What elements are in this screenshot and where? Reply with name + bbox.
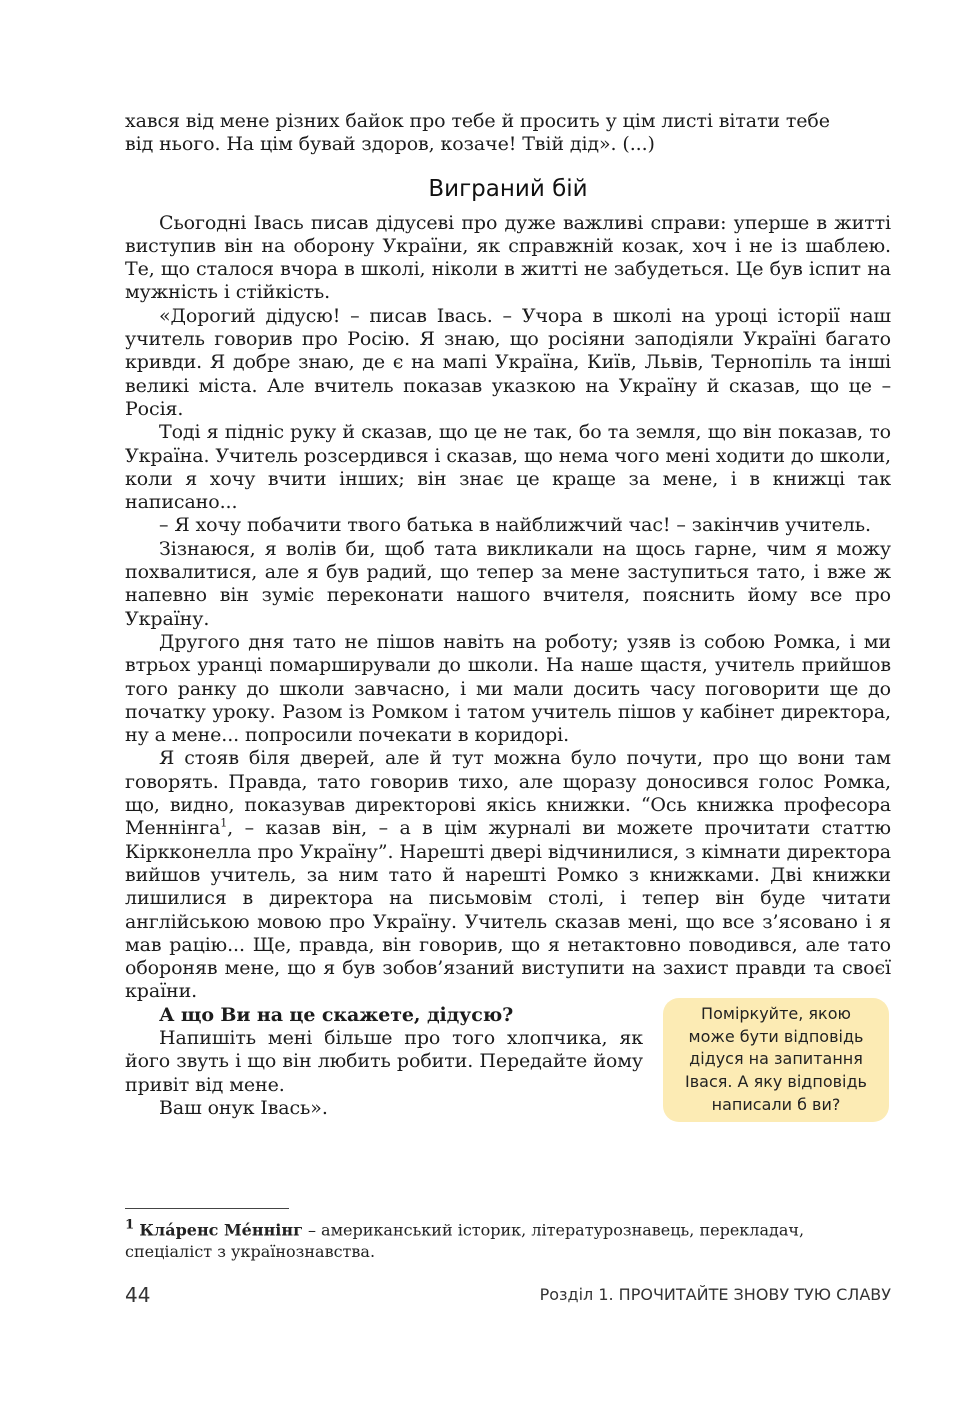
- paragraph-with-footnote: [125, 747, 891, 1003]
- question-line: А що Ви на це скажете, дідусю?: [159, 1003, 514, 1026]
- paragraph-part-1: Я стояв біля дверей, але й тут можна було почути, про що вони там говорять. Правда, тато говорив тихо, але щоразу доносився голос Ромка, що, видно, показував директорові якісь книжки. “Ось книжка професора Меннінга: [125, 747, 891, 840]
- footnote-reference[interactable]: 1: [220, 816, 228, 830]
- intro-paragraph: [125, 110, 891, 157]
- intro-line-2: від нього. На цім бувай здоров, козаче! Твій дід». (...): [125, 133, 655, 156]
- paragraph-part-2: , – казав він, – а в цім журналі ви можете прочитати статтю Кіркконелла про Україну”. Нарешті двері відчинилися, з кімнати директора вийшов учитель, за ним тато й нарешті Ромко з книжками. Дві книжки лишилися в директора на письмовім столі, і тепер він буде читати англійською мовою про Україну. Учитель сказав мені, що все з’ясовано і я мав рацію... Ще, правда, він говорив, що я нетактовно поводився, але тато обороняв мене, що я був зобов’язаний виступити на захист правди та своєї країни.: [125, 817, 891, 1003]
- reflection-callout: [663, 998, 889, 1122]
- closing-block: [125, 1004, 891, 1120]
- paragraph: Зізнаюся, я волів би, щоб тата викликали на щось гарне, чим я можу похвалитися, але я був радий, що тепер за мене заступиться тато, і вже ж напевно він зуміє переконати нашого вчителя, пояснить йому все про Україну.: [125, 537, 891, 630]
- closing-text: [125, 1004, 643, 1120]
- footnote-mark: 1: [125, 1217, 135, 1233]
- paragraph: Другого дня тато не пішов навіть на роботу; узяв із собою Ромка, і ми втрьох уранці помарширували до школи. На наше щастя, учитель прийшов того ранку до школи завчасно, і ми мали досить часу поговорити ще до початку уроку. Разом із Ромком і татом учитель пішов у кабінет директора, ну а мене... попросили почекати в коридорі.: [125, 630, 891, 747]
- closing-paragraph: Напишіть мені більше про того хлопчика, як його звуть і що він любить робити. Передайте йому привіт від мене.: [125, 1026, 643, 1096]
- page-body: [125, 110, 891, 1120]
- page-footer: [125, 1283, 891, 1309]
- footnote-text: – американський історик, літературознавець, перекладач, спеціаліст з українознавства.: [125, 1220, 805, 1262]
- section-title: Розділ 1. ПРОЧИТАЙТЕ ЗНОВУ ТУЮ СЛАВУ: [539, 1285, 891, 1304]
- section-heading: Виграний бій: [428, 175, 588, 202]
- paragraph: – Я хочу побачити твого батька в найближчий час! – закінчив учитель.: [159, 514, 871, 537]
- intro-line-1: хався від мене різних байок про тебе й просить у цім листі вітати тебе: [125, 110, 830, 132]
- footnote-divider: [125, 1208, 289, 1209]
- callout-text: Поміркуйте, якою може бути відповідь дідуся на запитання Івася. А яку відповідь написали б ви?: [685, 1004, 867, 1114]
- footnote: [125, 1214, 891, 1263]
- paragraph: Тоді я підніс руку й сказав, що це не так, бо та земля, що він показав, то Україна. Учитель розсердився і сказав, що нема чого мені ходити до школи, коли я хочу вчити інших; він знає це краще за мене, і в книжці так написано...: [125, 421, 891, 514]
- signature-line: Ваш онук Івась».: [159, 1096, 328, 1119]
- page-number: 44: [125, 1283, 151, 1307]
- footnote-term: Кла́ренс Ме́ннінг: [139, 1220, 303, 1240]
- paragraph: Сьогодні Івась писав дідусеві про дуже важливі справи: уперше в житті виступив він на оборону України, як справжній козак, хоч і не із шаблею. Те, що сталося вчора в школі, ніколи в житті не забудеться. Це був іспит на мужність і стійкість.: [125, 211, 891, 304]
- paragraph: «Дорогий дідусю! – писав Івась. – Учора в школі на уроці історії наш учитель говорив про Росію. Я знаю, що росіяни заподіяли Україні багато кривди. Я добре знаю, де є на мапі Україна, Київ, Львів, Тернопіль та інші великі міста. Але вчитель показав указкою на Україну й сказав, що це – Росія.: [125, 304, 891, 420]
